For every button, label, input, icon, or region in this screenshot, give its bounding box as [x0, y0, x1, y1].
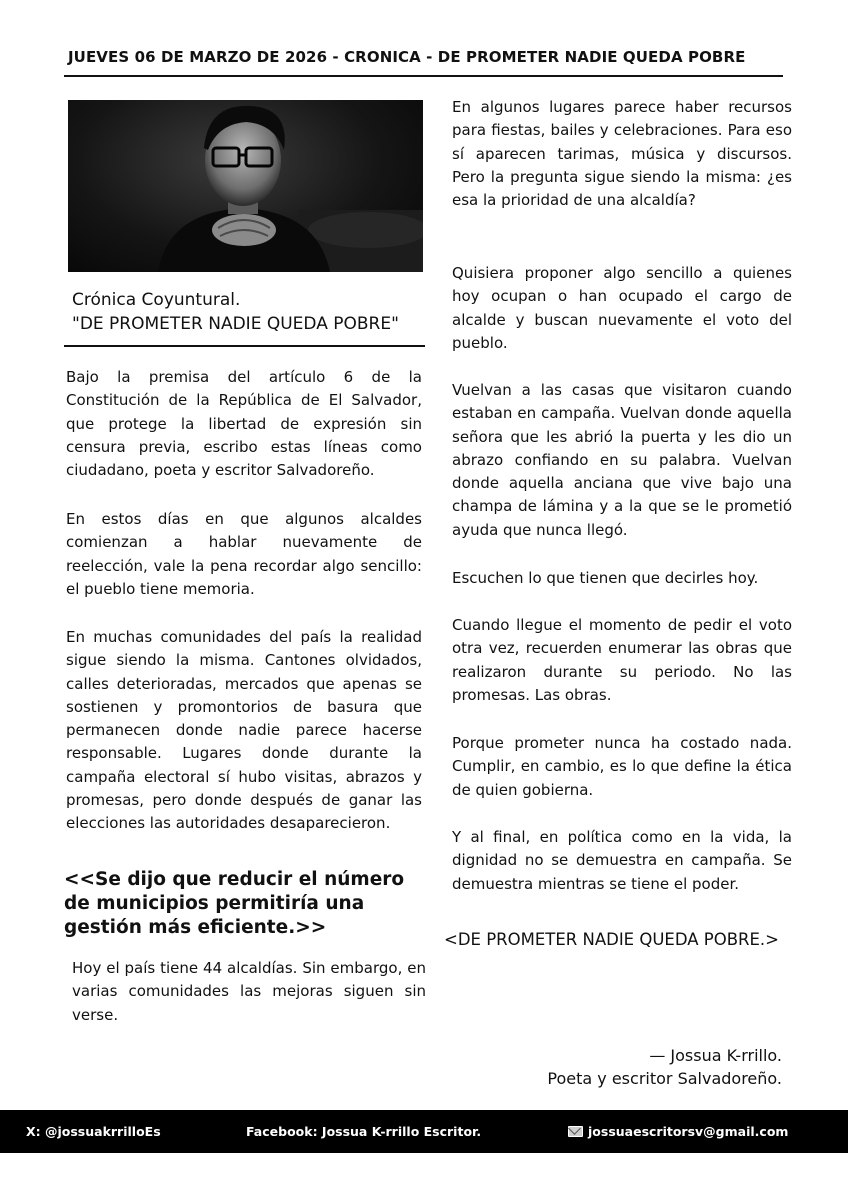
right-paragraph-4: Escuchen lo que tienen que decirles hoy.: [452, 569, 759, 587]
envelope-icon: [568, 1126, 583, 1137]
signature-name: — Jossua K-rrillo.: [649, 1046, 782, 1065]
signature-role: Poeta y escritor Salvadoreño.: [547, 1069, 782, 1088]
caption-line-1: Crónica Coyuntural.: [72, 290, 241, 310]
signature: [547, 1044, 782, 1090]
right-paragraph-3: Vuelvan a las casas que visitaron cuando estaban en campaña. Vuelvan donde aquella señora que les abrió la puerta y les dio un abrazo confiando en su palabra. Vuelvan donde aquella anciana que vive bajo una champa de lámina y a la que se le prometió ayuda que nunca llegó.: [452, 381, 792, 539]
caption-divider: [64, 345, 425, 347]
footer-bar: [0, 1110, 848, 1153]
right-paragraph-2: Quisiera proponer algo sencillo a quienes hoy ocupan o han ocupado el cargo de alcalde y buscan nuevamente el voto del pueblo.: [452, 264, 792, 352]
caption-line-2: "DE PROMETER NADIE QUEDA POBRE": [72, 314, 399, 334]
page-header-title: JUEVES 06 DE MARZO DE 2026 - CRONICA - DE PROMETER NADIE QUEDA POBRE: [68, 48, 746, 66]
left-paragraph-1: Bajo la premisa del artículo 6 de la Constitución de la República de El Salvador, que protege la libertad de expresión sin censura previa, escribo estas líneas como ciudadano, poeta y escritor Salvadoreño.: [66, 368, 422, 480]
right-paragraph-1: En algunos lugares parece haber recursos para fiestas, bailes y celebraciones. Para eso sí aparecen tarimas, música y discursos. Pero la pregunta sigue siendo la misma: ¿es esa la prioridad de una alcaldía?: [452, 98, 792, 210]
left-paragraph-3: En muchas comunidades del país la realidad sigue siendo la misma. Cantones olvidados, calles deterioradas, mercados que apenas se sostienen y promontorios de basura que permanecen donde nadie parece hacerse responsable. Lugares donde durante la campaña electoral sí hubo visitas, abrazos y promesas, pero donde después de ganar las elecciones las autoridades desaparecieron.: [66, 628, 422, 833]
right-paragraph-7: Y al final, en política como en la vida, la dignidad no se demuestra en campaña. Se demuestra mientras se tiene el poder.: [452, 828, 792, 893]
footer-email[interactable]: [568, 1124, 788, 1139]
photo-caption: [72, 288, 422, 336]
author-portrait-icon: [68, 100, 423, 272]
closing-line: <DE PROMETER NADIE QUEDA POBRE.>: [444, 930, 780, 949]
left-paragraph-2: En estos días en que algunos alcaldes comienzan a hablar nuevamente de reelección, vale la pena recordar algo sencillo: el pueblo tiene memoria.: [66, 510, 422, 598]
right-paragraph-5: Cuando llegue el momento de pedir el voto otra vez, recuerden enumerar las obras que realizaron durante su periodo. No las promesas. Las obras.: [452, 616, 792, 704]
right-paragraph-6: Porque prometer nunca ha costado nada. Cumplir, en cambio, es lo que define la ética de quien gobierna.: [452, 734, 792, 799]
footer-facebook[interactable]: Facebook: Jossua K-rrillo Escritor.: [246, 1124, 482, 1139]
footer-email-text: jossuaescritorsv@gmail.com: [588, 1124, 789, 1139]
pull-quote: <<Se dijo que reducir el número de municipios permitiría una gestión más eficiente.>>: [64, 869, 405, 938]
header-divider: [64, 75, 783, 77]
after-quote-paragraph: Hoy el país tiene 44 alcaldías. Sin embargo, en varias comunidades las mejoras siguen sin verse.: [72, 959, 426, 1024]
author-photo: [68, 100, 423, 272]
footer-x-handle[interactable]: X: @jossuakrrilloEs: [26, 1124, 161, 1139]
